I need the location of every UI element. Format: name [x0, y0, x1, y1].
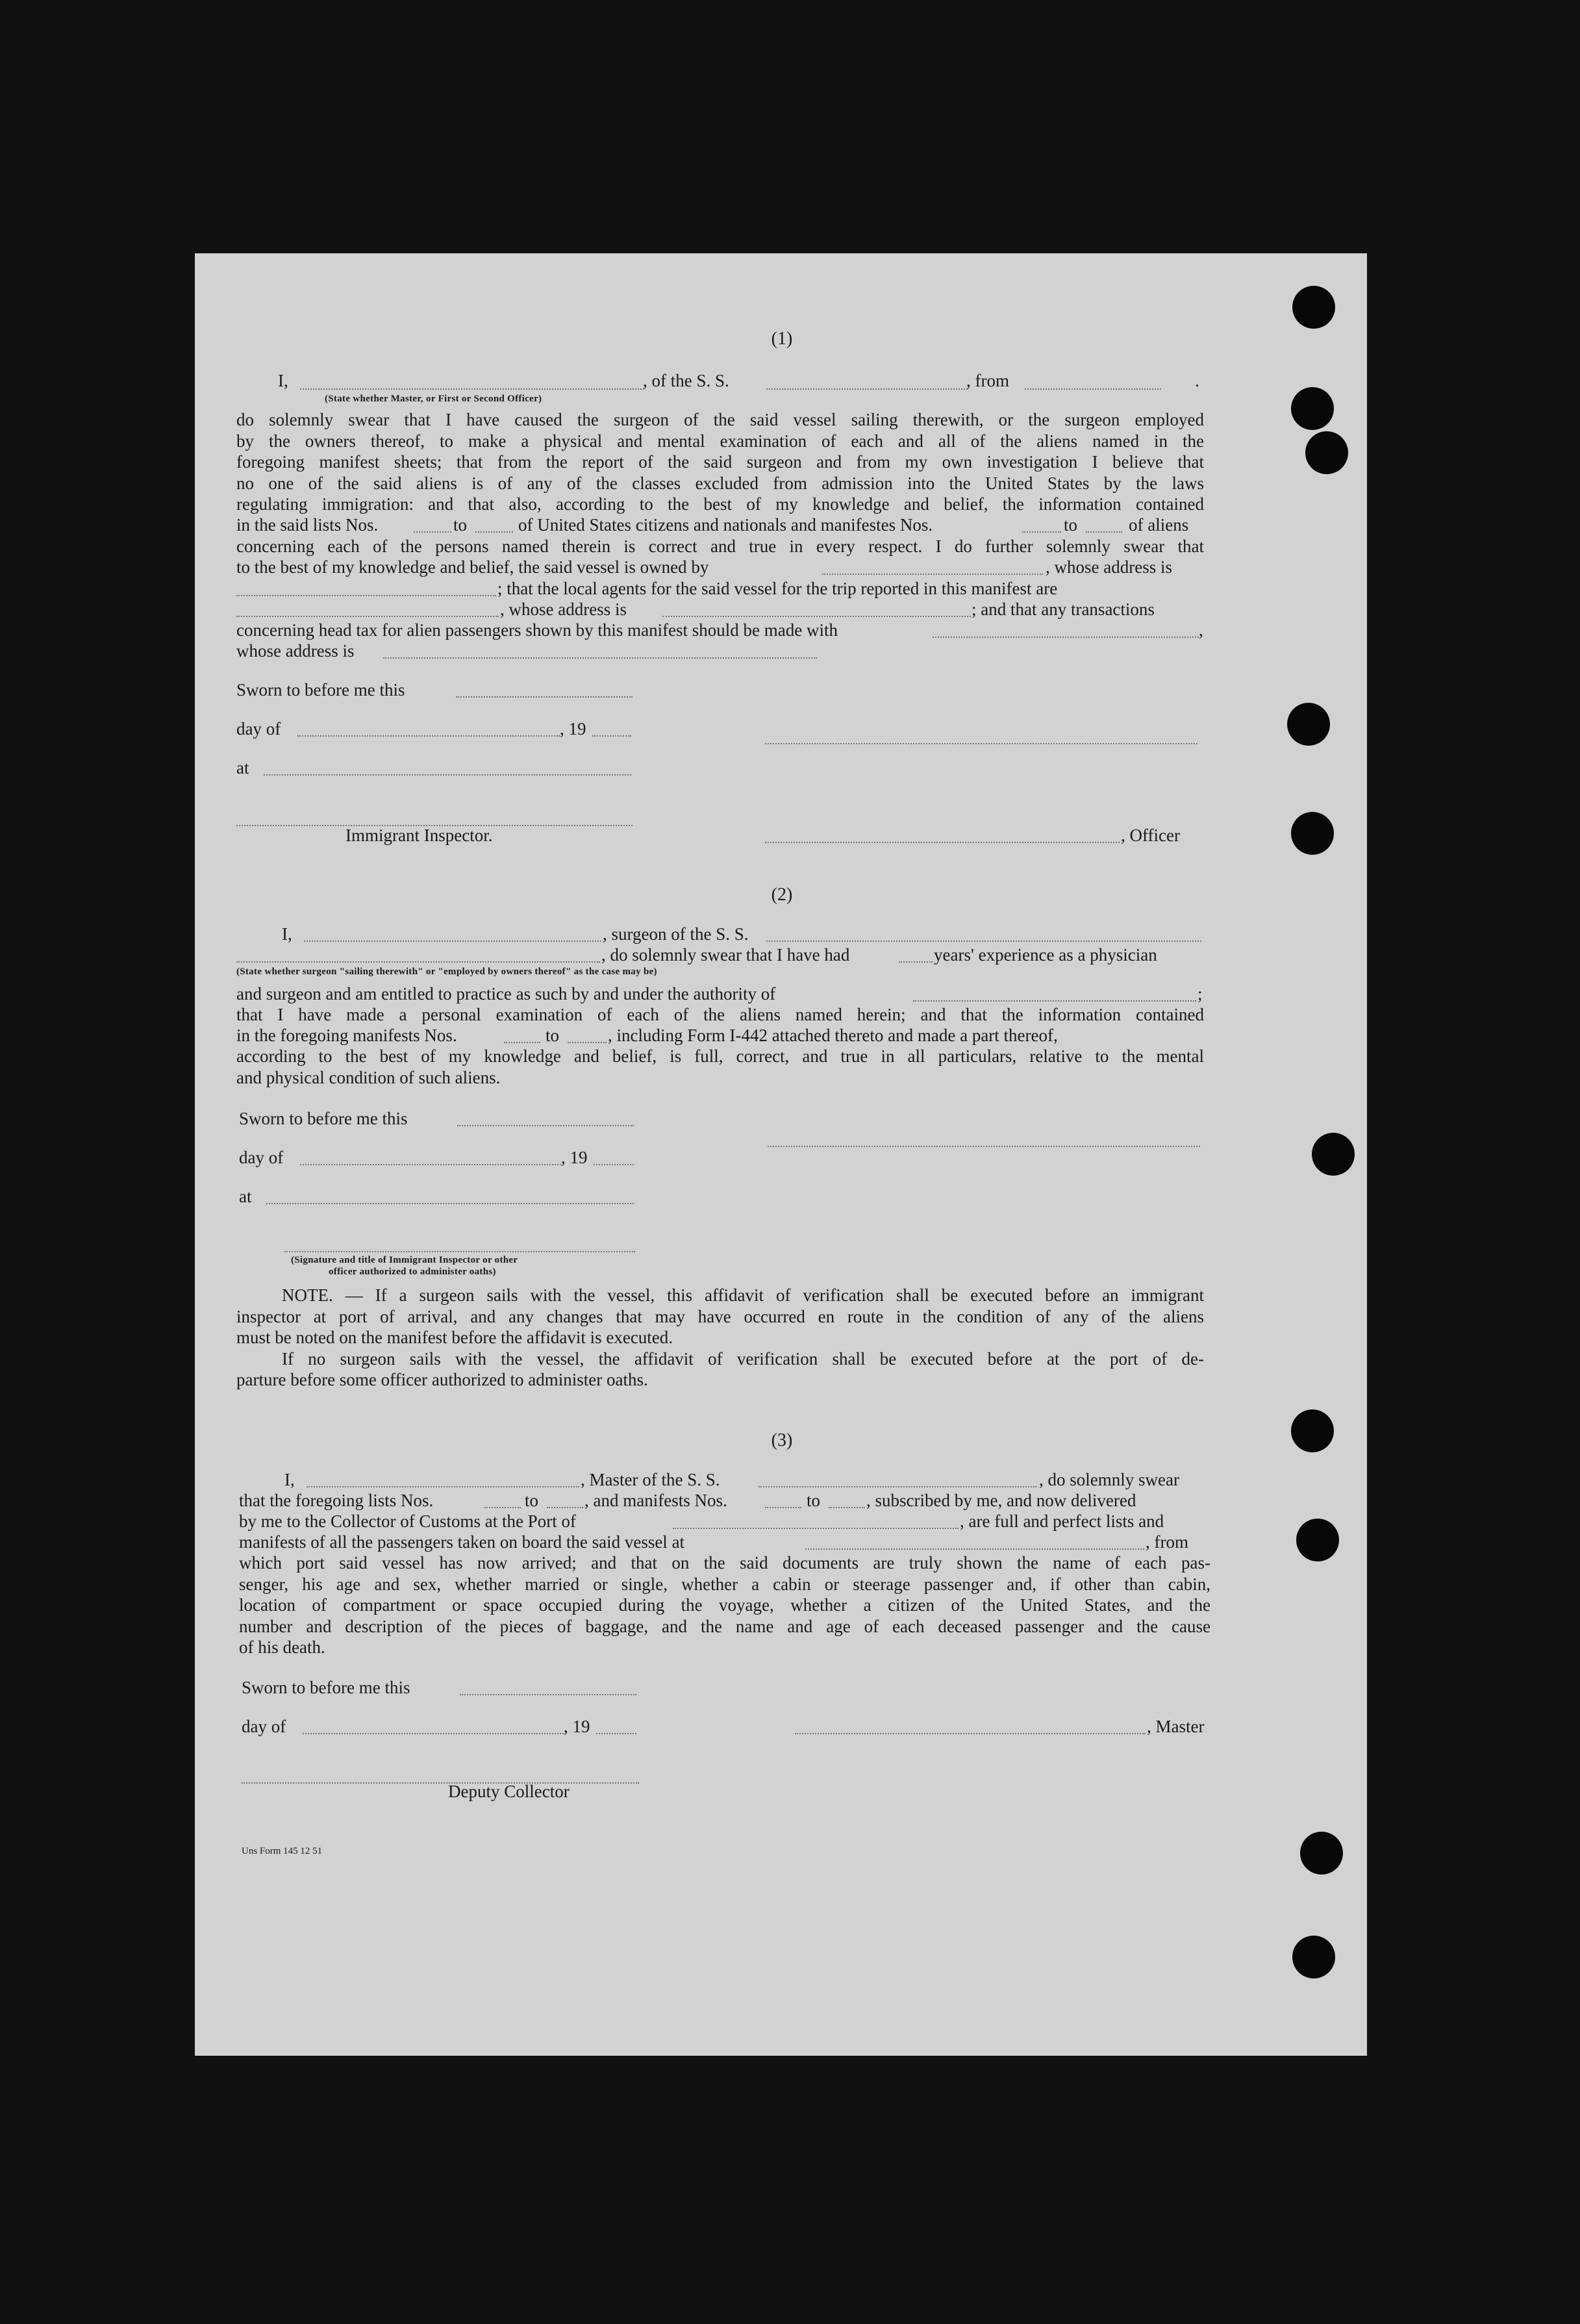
s2-to: to: [545, 1026, 560, 1045]
s1-at: at: [236, 758, 249, 777]
section-2-number: (2): [771, 885, 793, 905]
s2-form-i442: , including Form I-442 attached thereto and made a part thereof,: [608, 1026, 1058, 1045]
s3-vessel-line[interactable]: [759, 1486, 1036, 1487]
s1-list-from-line[interactable]: [414, 531, 451, 533]
s3-sworn: Sworn to before me this: [242, 1678, 410, 1697]
s2-sworn-line[interactable]: [457, 1125, 634, 1126]
s1-line-3: foregoing manifest sheets; that from the report of the said surgeon and from my own investigation I believe that: [236, 452, 1204, 472]
s3-line-4: which port said vessel has now arrived; and that on the said documents are truly shown the name of each pas-: [239, 1553, 1210, 1572]
s1-oath-paragraph: [236, 409, 1204, 515]
s3-year-line[interactable]: [596, 1733, 636, 1734]
punch-hole: [1296, 1519, 1339, 1561]
s3-day-of: day of: [242, 1717, 286, 1736]
s3-master-of: , Master of the S. S.: [581, 1470, 720, 1489]
punch-hole: [1292, 1936, 1335, 1978]
s1-to-1: to: [453, 515, 468, 535]
s1-vessel-line[interactable]: [766, 388, 968, 390]
s3-day-line[interactable]: [303, 1733, 564, 1734]
s2-paragraph-b: [236, 1046, 1204, 1088]
s3-line-6: location of compartment or space occupied during the voyage, whether a citizen of the United States, and the: [239, 1595, 1210, 1615]
s3-lists-nos: that the foregoing lists Nos.: [239, 1491, 434, 1510]
s3-port-taken-line[interactable]: [805, 1548, 1144, 1550]
s3-manifest-to-line[interactable]: [829, 1507, 865, 1508]
s2-line-5: and physical condition of such aliens.: [236, 1067, 501, 1087]
s2-surgeon-note: (State whether surgeon "sailing therewith" or "employed by owners thereof" as the case may be): [236, 966, 657, 977]
section-3-number: (3): [771, 1430, 793, 1450]
s1-head-tax-line[interactable]: [933, 637, 1199, 638]
s1-manifest-to-line[interactable]: [1086, 531, 1122, 533]
punch-hole: [1292, 286, 1335, 329]
s1-sworn: Sworn to before me this: [236, 680, 405, 700]
s1-sworn-line[interactable]: [456, 696, 633, 698]
s1-owner-address-line[interactable]: [236, 595, 496, 596]
s2-at-line[interactable]: [266, 1203, 634, 1204]
s2-swear: , do solemnly swear that I have had: [601, 945, 850, 965]
punch-hole: [1291, 812, 1334, 855]
s2-years-line[interactable]: [899, 961, 933, 963]
s2-inspector-line[interactable]: [284, 1251, 635, 1252]
s1-citizens-text: of United States citizens and nationals and manifestes Nos.: [518, 515, 933, 535]
s1-of-aliens: of aliens: [1129, 515, 1189, 535]
s3-deputy-line[interactable]: [242, 1782, 639, 1784]
s1-whose-address-2: , whose address is: [500, 600, 627, 619]
s1-agents-line[interactable]: [236, 616, 499, 617]
s1-immigrant-inspector: Immigrant Inspector.: [345, 826, 493, 845]
s1-year-line[interactable]: [592, 735, 631, 737]
punch-hole: [1291, 387, 1334, 430]
s3-line-8: of his death.: [239, 1637, 325, 1657]
s2-nineteen: , 19: [561, 1148, 588, 1167]
s3-line-5: senger, his age and sex, whether married or single, whether a cabin or steerage passenger and, if other than cabin,: [239, 1574, 1210, 1594]
s3-to-1: to: [525, 1491, 539, 1510]
form-number: Uns Form 145 12 51: [242, 1846, 323, 1856]
s3-deputy-collector: Deputy Collector: [448, 1782, 570, 1801]
s2-i: I,: [282, 924, 292, 944]
s1-from: , from: [966, 371, 1009, 390]
s1-officer-note: (State whether Master, or First or Second Officer): [325, 394, 542, 404]
s2-sworn: Sworn to before me this: [239, 1109, 408, 1128]
s1-day-line[interactable]: [297, 735, 560, 737]
s3-port-line[interactable]: [673, 1528, 959, 1529]
s1-day-of: day of: [236, 719, 281, 739]
s2-note-line-3: must be noted on the manifest before the affidavit is executed.: [236, 1328, 673, 1347]
s3-full-lists: , are full and perfect lists and: [960, 1511, 1164, 1531]
s3-oath-paragraph: [239, 1552, 1210, 1658]
s1-i: I,: [278, 371, 288, 390]
s3-manifest-from-line[interactable]: [765, 1507, 801, 1508]
s3-to-2: to: [807, 1491, 821, 1510]
s2-day-line[interactable]: [300, 1164, 561, 1165]
s1-nineteen: , 19: [560, 719, 586, 739]
s1-comma: ,: [1199, 620, 1203, 640]
punch-hole: [1291, 1409, 1334, 1452]
s1-oath-paragraph-2: [236, 536, 1204, 557]
s2-at: at: [239, 1187, 252, 1206]
s1-line-4: no one of the said aliens is of any of the classes excluded from admission into the United States by the laws: [236, 473, 1204, 493]
s1-at-line[interactable]: [264, 774, 631, 776]
s3-swear: , do solemnly swear: [1039, 1470, 1179, 1489]
s2-year-line[interactable]: [594, 1164, 634, 1165]
s3-sworn-line[interactable]: [460, 1694, 636, 1695]
s2-name-line[interactable]: [304, 941, 601, 942]
s1-owned-by: to the best of my knowledge and belief, the said vessel is owned by: [236, 557, 709, 577]
s1-agents-address-line[interactable]: [662, 616, 971, 617]
s1-head-tax: concerning head tax for alien passengers shown by this manifest should be made with: [236, 620, 838, 640]
punch-hole: [1300, 1832, 1343, 1875]
s2-signature-line[interactable]: [768, 1146, 1200, 1147]
s1-local-agents: ; that the local agents for the said vessel for the trip reported in this manifest are: [497, 579, 1058, 598]
s2-paragraph-a: [236, 1004, 1204, 1026]
punch-hole: [1305, 431, 1348, 474]
s1-officer-line[interactable]: [765, 842, 1120, 843]
s1-head-tax-address-line[interactable]: [383, 657, 817, 659]
s2-line-4: according to the best of my knowledge and belief, is full, correct, and true in all particulars, relative to the mental: [236, 1046, 1204, 1066]
s3-name-line[interactable]: [307, 1486, 579, 1487]
s2-surgeon-type-line[interactable]: [236, 961, 600, 963]
s1-line-2: by the owners thereof, to make a physical and mental examination of each and all of the aliens named in the: [236, 431, 1204, 451]
s1-officer: , Officer: [1121, 826, 1180, 845]
s2-note-line-1: NOTE. — If a surgeon sails with the vessel, this affidavit of verification shall be executed before an immigrant: [282, 1285, 1204, 1305]
s1-transactions: ; and that any transactions: [972, 600, 1155, 619]
s1-whose-address-1: , whose address is: [1046, 557, 1172, 577]
s3-subscribed: , subscribed by me, and now delivered: [866, 1491, 1136, 1510]
s3-collector: by me to the Collector of Customs at the Port of: [239, 1511, 576, 1531]
s2-vessel-line[interactable]: [766, 941, 1201, 942]
s2-authority-line[interactable]: [913, 1000, 1196, 1002]
punch-hole: [1312, 1133, 1355, 1176]
s2-surgeon-of: , surgeon of the S. S.: [603, 924, 749, 944]
s1-from-line[interactable]: [1025, 388, 1161, 390]
section-1-number: (1): [771, 329, 793, 349]
s2-semicolon: ;: [1198, 984, 1203, 1004]
s1-owner-line[interactable]: [822, 574, 1043, 575]
s3-from: , from: [1146, 1532, 1188, 1552]
s1-period: .: [1195, 371, 1199, 390]
s3-master: , Master: [1147, 1717, 1205, 1736]
s3-manifests-nos: , and manifests Nos.: [584, 1491, 727, 1510]
s2-manifests-nos: in the foregoing manifests Nos.: [236, 1026, 457, 1045]
s2-sig-note-2: officer authorized to administer oaths): [329, 1267, 496, 1277]
s2-manifest-to-line[interactable]: [568, 1042, 607, 1043]
s1-line-7: concerning each of the persons named therein is correct and true in every respect. I do further solemnly swear that: [236, 537, 1204, 556]
s3-master-line[interactable]: [795, 1733, 1146, 1734]
s3-taken-on-board: manifests of all the passengers taken on board the said vessel at: [239, 1532, 685, 1552]
s3-line-7: number and description of the pieces of baggage, and the name and age of each deceased passenger and the cause: [239, 1616, 1210, 1636]
s1-whose-address-3: whose address is: [236, 641, 355, 661]
s2-day-of: day of: [239, 1148, 284, 1167]
s2-note-line-4: If no surgeon sails with the vessel, the affidavit of verification shall be executed before at the port of de-: [282, 1348, 1204, 1369]
s1-to-2: to: [1064, 515, 1078, 535]
s2-authority: and surgeon and am entitled to practice as such by and under the authority of: [236, 984, 776, 1004]
s2-years-experience: years' experience as a physician: [934, 945, 1157, 965]
s1-signature-line[interactable]: [765, 743, 1198, 744]
s1-line-5: regulating immigration: and that also, according to the best of my knowledge and belief, the information contained: [236, 494, 1204, 514]
s2-manifest-from-line[interactable]: [504, 1042, 540, 1043]
punch-hole: [1287, 703, 1330, 746]
s3-list-from-line[interactable]: [484, 1507, 521, 1508]
s2-sig-note-1: (Signature and title of Immigrant Inspector or other: [291, 1255, 518, 1265]
s1-lists-nos: in the said lists Nos.: [236, 515, 379, 535]
s3-nineteen: , 19: [564, 1717, 590, 1736]
s2-line-2: that I have made a personal examination of each of the aliens named herein; and that the information contained: [236, 1005, 1204, 1024]
s3-i: I,: [284, 1470, 295, 1489]
s3-list-to-line[interactable]: [547, 1507, 583, 1508]
s2-note-line-5: parture before some officer authorized to administer oaths.: [236, 1370, 648, 1389]
manifest-form-sheet: [195, 253, 1367, 2056]
s2-note-line-2: inspector at port of arrival, and any changes that may have occurred en route in the condition of any of the aliens: [236, 1306, 1204, 1326]
s1-of-ss: , of the S. S.: [643, 371, 729, 390]
s2-note-paragraph: [236, 1285, 1204, 1391]
s1-list-to-line[interactable]: [475, 531, 513, 533]
s1-name-line[interactable]: [300, 388, 644, 390]
s1-line-1: do solemnly swear that I have caused the surgeon of the said vessel sailing therewith, or the surgeon employed: [236, 410, 1204, 429]
s1-manifest-from-line[interactable]: [1022, 531, 1061, 533]
